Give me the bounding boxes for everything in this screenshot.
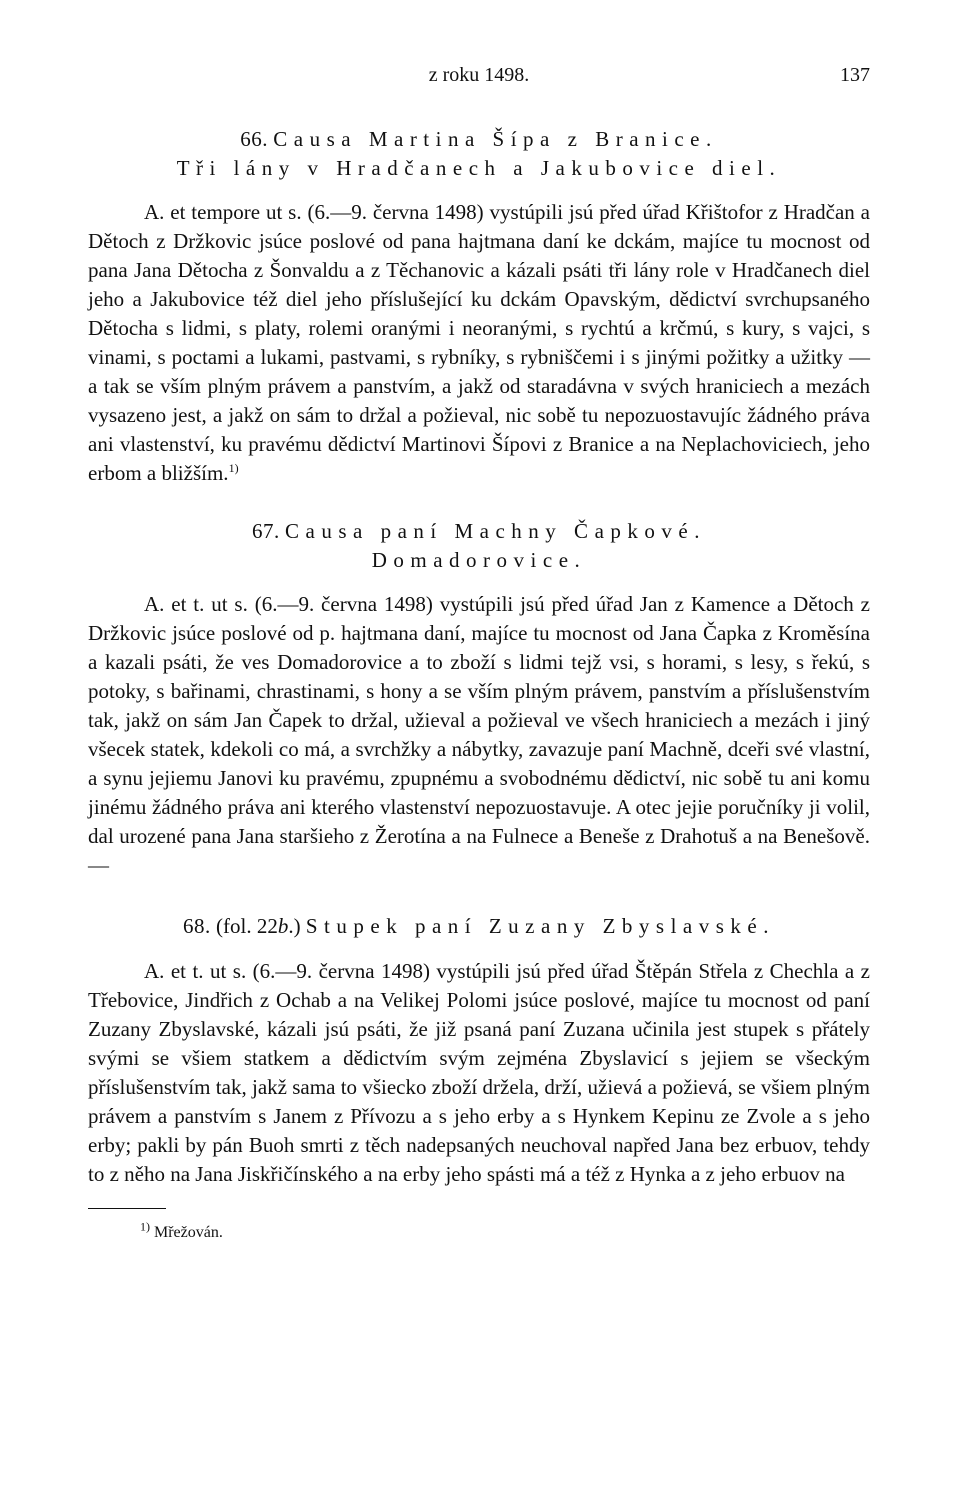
folio-prefix: (fol. 22 bbox=[216, 914, 278, 938]
page-number: 137 bbox=[840, 64, 870, 86]
entry-66-number: 66. bbox=[240, 127, 268, 151]
book-page bbox=[88, 64, 870, 1243]
footnote-reference: 1) bbox=[228, 461, 239, 475]
entry-67-title: Causa paní Machny Čapkové. bbox=[285, 519, 706, 543]
folio-letter: b bbox=[277, 914, 289, 938]
running-head bbox=[88, 64, 870, 94]
entry-67-heading bbox=[88, 517, 870, 546]
entry-67-subtitle bbox=[88, 546, 870, 575]
entry-66-subtitle bbox=[88, 154, 870, 183]
footnote-rule bbox=[88, 1208, 166, 1209]
entry-68-text: A. et t. ut s. (6.—9. června 1498) vystúpili jsú před úřad Štěpán Střela z Chechla a z Třebovice, Jindřich z Ochab a na Velikej Polomi jsúce poslové, majíce tu mocnost od paní Zuzany Zbyslavské, kázali jsú psáti, že již psaná paní Zuzana učinila jest stupek s přátely svými se všiem statkem a dědictvím svým zejména Zbyslavicí s jejiem se všeckým příslušenstvím tak, jakž sama to všiecko zboží držela, drží, užievá a požievá, se všiem plným právem a panstvím s Janem z Přívozu a s jeho erby a s Hynkem Kepinu ze Zvole a s jeho erby; pakli by pán Buoh smrti z těch nadepsaných neuchoval napřed Jana bez erbuov, tehdy to z něho na Jana Jiskřičínského a na erby jeho spásti má a též z Hynka a z jeho erbuov na bbox=[88, 959, 870, 1186]
entry-66-body: A. et tempore ut s. (6.—9. června 1498) vystúpili jsú před úřad Křištofor z Hradčan a Dětoch z Držkovic jsúce poslové od pana hajtmana daní ke dckám, majíce tu mocnost od pana Jana Dětocha z Šonvaldu a z Těchanovic a kázali psáti tři lány role v Hradčanech diel jeho a Jakubovice též diel jeho příslušející ku dckám Opavským, dědictví svrchupsaného Dětocha s lidmi, s platy, rolemi oranými i neoranými, s rychtú a krčmú, s kury, s vajci, s vinami, s poctami a lukami, pastvami, s rybníky, s rybniščemi i s jinými požitky a užitky — a tak se vším plným právem a panstvím, a jakž od staradávna v svých hraniciech a mezách vysazeno jest, a jakž on sám to držal a požieval, nic sobě tu nepozuostavujíc žádného práva ani vlastenství, ku pravému dědictví Martinovi Šípovi z Branice a na Neplachoviciech, jeho erbom a bližším. bbox=[88, 200, 870, 485]
entry-66-subtitle-text: Tři lány v Hradčanech a Jakubovice diel. bbox=[176, 156, 782, 180]
entry-68-folio bbox=[216, 914, 301, 938]
entry-66-title: Causa Martina Šípa z Branice. bbox=[273, 127, 718, 151]
entry-68-title: Stupek paní Zuzany Zbyslavské. bbox=[305, 914, 775, 938]
entry-67-number: 67. bbox=[252, 519, 280, 543]
footnote-marker: 1) bbox=[140, 1219, 150, 1234]
footnote bbox=[140, 1219, 870, 1243]
folio-suffix: .) bbox=[288, 914, 301, 938]
entry-67-text: A. et t. ut s. (6.—9. června 1498) vystúpili jsú před úřad Jan z Kamence a Dětoch z Držkovic jsúce poslové od p. hajtmana daní, majíce tu mocnost od Jana Čapka z Kroměsína a kazali psáti, že ves Domadorovice a to zboží s lidmi tejž vsi, s horami, s lesy, s řekú, s potoky, s bařinami, chrastinami, s hony a se vším plným právem, panstvím a příslušenstvím tak, jakž on sám Jan Čapek to držal, užieval a požieval ve všech hraniciech a mezách i jiný všecek statek, kdekoli co má, a svrchžky a nábytky, zavazuje paní Machně, dceři své vlastní, a synu jejiemu Janovi ku pravému, zpupnému a svobodnému dědictví, nic sobě tu ani komu jinému žádného práva ani kterého vlastenství nepozuostavuje. A otec jejie poručníky ji volil, dal urozené pana Jana staršieho z Žerotína a na Fulnece a Beneše z Drahotuš a na Benešově. — bbox=[88, 592, 870, 877]
entry-66-text bbox=[88, 198, 870, 488]
entry-68-number: 68. bbox=[183, 914, 211, 938]
entry-67-subtitle-text: Domadorovice. bbox=[371, 548, 587, 572]
footnote-text: Mřežován. bbox=[154, 1224, 223, 1241]
entry-66-heading bbox=[88, 125, 870, 154]
entry-68-heading bbox=[88, 912, 870, 941]
running-title: z roku 1498. bbox=[428, 64, 530, 86]
